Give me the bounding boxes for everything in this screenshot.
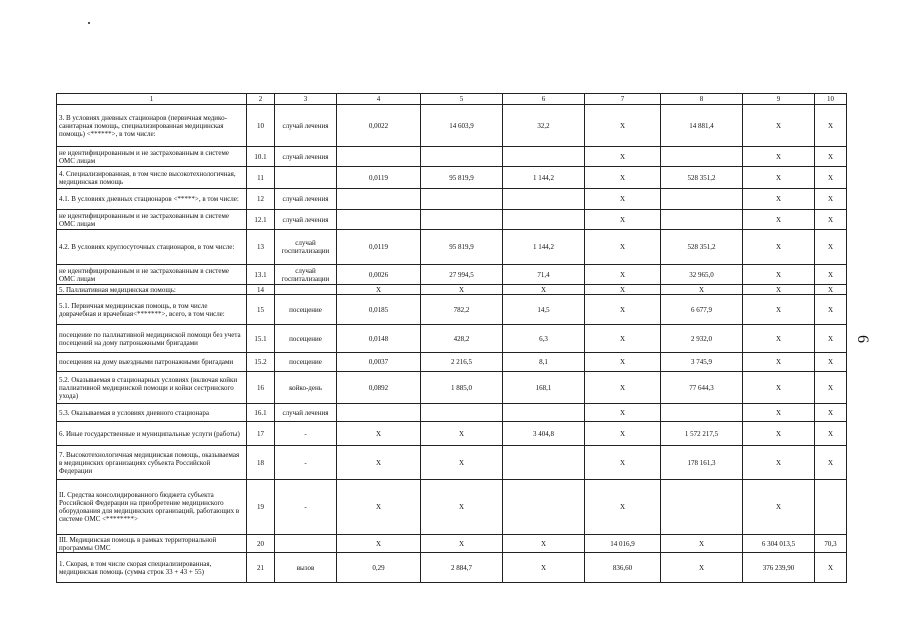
value-cell: Х (815, 285, 847, 295)
value-cell (337, 404, 421, 422)
value-cell: Х (661, 535, 743, 553)
row-label: 4. Специализированная, в том числе высокотехнологичная, медицинская помощь (57, 167, 247, 189)
value-cell: Х (337, 480, 421, 535)
value-cell (503, 480, 585, 535)
column-number: 10 (815, 94, 847, 105)
column-number: 3 (275, 94, 337, 105)
value-cell: Х (815, 147, 847, 167)
row-label: не идентифицированным и не застрахованным в системе ОМС лицам (57, 265, 247, 285)
page-number: 6 (854, 335, 871, 343)
unit-cell: случай лечения (275, 404, 337, 422)
unit-cell: случай лечения (275, 189, 337, 210)
unit-cell (275, 167, 337, 189)
value-cell: Х (585, 372, 661, 404)
table-row (57, 105, 847, 147)
table-row (57, 404, 847, 422)
value-cell: 836,60 (585, 553, 661, 583)
value-cell: 71,4 (503, 265, 585, 285)
value-cell: 0,0119 (337, 167, 421, 189)
row-label: 4.1. В условиях дневных стационаров <*****>, в том числе: (57, 189, 247, 210)
value-cell: 428,2 (421, 325, 503, 353)
row-code: 10.1 (247, 147, 275, 167)
unit-cell: - (275, 480, 337, 535)
value-cell: Х (815, 353, 847, 372)
row-code: 18 (247, 446, 275, 480)
value-cell: Х (815, 189, 847, 210)
value-cell (503, 147, 585, 167)
row-label: 6. Иные государственные и муниципальные услуги (работы) (57, 422, 247, 446)
value-cell: Х (585, 147, 661, 167)
table-row (57, 446, 847, 480)
table-row (57, 230, 847, 265)
row-label: 4.2. В условиях круглосуточных стационаров, в том числе: (57, 230, 247, 265)
value-cell: Х (743, 167, 815, 189)
value-cell: Х (743, 372, 815, 404)
value-cell (503, 446, 585, 480)
value-cell: Х (337, 535, 421, 553)
row-label: 1. Скорая, в том числе скорая специализированная, медицинская помощь (сумма строк 33 + 43 + 55) (57, 553, 247, 583)
row-code: 19 (247, 480, 275, 535)
value-cell (503, 189, 585, 210)
row-code: 13 (247, 230, 275, 265)
value-cell: 168,1 (503, 372, 585, 404)
value-cell: Х (421, 422, 503, 446)
value-cell: 782,2 (421, 295, 503, 325)
value-cell: 3 404,8 (503, 422, 585, 446)
unit-cell: койко-день (275, 372, 337, 404)
value-cell: 6,3 (503, 325, 585, 353)
table-row (57, 285, 847, 295)
value-cell: 32 965,0 (661, 265, 743, 285)
row-label: 5.2. Оказываемая в стационарных условиях (включая койки паллиативной медицинской помощи и койки сестринского ухода) (57, 372, 247, 404)
table-row (57, 265, 847, 285)
value-cell: Х (661, 285, 743, 295)
value-cell: Х (743, 422, 815, 446)
value-cell: 0,0022 (337, 105, 421, 147)
value-cell: Х (743, 210, 815, 230)
unit-cell (275, 285, 337, 295)
value-cell: 1 885,0 (421, 372, 503, 404)
value-cell (661, 189, 743, 210)
value-cell: Х (503, 535, 585, 553)
table-row (57, 422, 847, 446)
row-label: 3. В условиях дневных стационаров (первичная медико-санитарная помощь, специализированная медицинская помощь) <******>, в том числе: (57, 105, 247, 147)
column-number: 5 (421, 94, 503, 105)
column-number: 9 (743, 94, 815, 105)
row-code: 15 (247, 295, 275, 325)
value-cell (337, 189, 421, 210)
value-cell: 32,2 (503, 105, 585, 147)
value-cell: 528 351,2 (661, 167, 743, 189)
value-cell: Х (815, 422, 847, 446)
value-cell: 1 144,2 (503, 167, 585, 189)
row-code: 13.1 (247, 265, 275, 285)
table-row (57, 553, 847, 583)
value-cell: Х (743, 265, 815, 285)
value-cell: Х (743, 147, 815, 167)
row-code: 10 (247, 105, 275, 147)
value-cell: 14 881,4 (661, 105, 743, 147)
value-cell: 27 994,5 (421, 265, 503, 285)
value-cell: 14 603,9 (421, 105, 503, 147)
value-cell: Х (743, 404, 815, 422)
column-number: 6 (503, 94, 585, 105)
value-cell: Х (743, 189, 815, 210)
value-cell (421, 404, 503, 422)
value-cell: 0,0037 (337, 353, 421, 372)
value-cell: Х (585, 265, 661, 285)
row-code: 20 (247, 535, 275, 553)
value-cell: 2 216,5 (421, 353, 503, 372)
table-row (57, 147, 847, 167)
unit-cell: - (275, 446, 337, 480)
unit-cell: посещение (275, 353, 337, 372)
value-cell: Х (585, 295, 661, 325)
value-cell: 0,0026 (337, 265, 421, 285)
value-cell: Х (585, 105, 661, 147)
row-code: 17 (247, 422, 275, 446)
row-code: 14 (247, 285, 275, 295)
row-code: 16 (247, 372, 275, 404)
row-label: 5.3. Оказываемая в условиях дневного стационара (57, 404, 247, 422)
value-cell: Х (421, 480, 503, 535)
table-row (57, 535, 847, 553)
value-cell: Х (743, 285, 815, 295)
value-cell: Х (815, 230, 847, 265)
row-label: 5.1. Первичная медицинская помощь, в том числе доврачебная и врачебная<*******>, всего, в том числе: (57, 295, 247, 325)
table-row (57, 353, 847, 372)
value-cell: Х (815, 210, 847, 230)
value-cell: 70,3 (815, 535, 847, 553)
unit-cell: случай лечения (275, 147, 337, 167)
row-code: 12 (247, 189, 275, 210)
row-code: 16.1 (247, 404, 275, 422)
table-row (57, 325, 847, 353)
value-cell: 0,0119 (337, 230, 421, 265)
value-cell: 6 304 013,5 (743, 535, 815, 553)
value-cell: 528 351,2 (661, 230, 743, 265)
table-row (57, 372, 847, 404)
unit-cell: вызов (275, 553, 337, 583)
table-row (57, 480, 847, 535)
value-cell: Х (503, 285, 585, 295)
value-cell: Х (421, 535, 503, 553)
value-cell: Х (421, 446, 503, 480)
value-cell (661, 147, 743, 167)
value-cell (421, 189, 503, 210)
value-cell: Х (585, 285, 661, 295)
row-label: 5. Паллиативная медицинская помощь: (57, 285, 247, 295)
value-cell: Х (815, 105, 847, 147)
row-label: посещение по паллиативной медицинской помощи без учета посещений на дому патронажными бригадами (57, 325, 247, 353)
value-cell: Х (815, 446, 847, 480)
row-label: 7. Высокотехнологичная медицинская помощь, оказываемая в медицинских организациях субъекта Российской Федерации (57, 446, 247, 480)
column-number: 4 (337, 94, 421, 105)
table-row (57, 167, 847, 189)
row-code: 12.1 (247, 210, 275, 230)
column-number-row (57, 94, 847, 105)
row-code: 15.1 (247, 325, 275, 353)
value-cell: Х (743, 353, 815, 372)
value-cell (661, 404, 743, 422)
value-cell: Х (743, 325, 815, 353)
value-cell (421, 147, 503, 167)
value-cell: Х (337, 446, 421, 480)
value-cell (503, 404, 585, 422)
value-cell: Х (585, 189, 661, 210)
value-cell (337, 147, 421, 167)
unit-cell: случай лечения (275, 210, 337, 230)
program-cost-table (56, 93, 847, 583)
value-cell: Х (815, 325, 847, 353)
unit-cell: случай лечения (275, 105, 337, 147)
value-cell: 376 239,90 (743, 553, 815, 583)
value-cell: 6 677,9 (661, 295, 743, 325)
row-code: 21 (247, 553, 275, 583)
table-row (57, 189, 847, 210)
value-cell: 0,0892 (337, 372, 421, 404)
unit-cell: посещение (275, 295, 337, 325)
unit-cell: - (275, 422, 337, 446)
value-cell: Х (585, 167, 661, 189)
value-cell: Х (815, 404, 847, 422)
value-cell: 95 819,9 (421, 230, 503, 265)
value-cell: 0,29 (337, 553, 421, 583)
value-cell: Х (815, 372, 847, 404)
unit-cell: случай госпитализации (275, 265, 337, 285)
value-cell: 0,0185 (337, 295, 421, 325)
value-cell: Х (503, 553, 585, 583)
value-cell (337, 210, 421, 230)
value-cell: Х (743, 295, 815, 325)
value-cell: Х (661, 553, 743, 583)
table-row (57, 295, 847, 325)
value-cell: Х (743, 446, 815, 480)
value-cell: 1 572 217,5 (661, 422, 743, 446)
value-cell: 14 016,9 (585, 535, 661, 553)
value-cell: Х (421, 285, 503, 295)
value-cell: Х (815, 553, 847, 583)
value-cell: Х (585, 422, 661, 446)
value-cell: Х (585, 210, 661, 230)
value-cell: Х (585, 480, 661, 535)
value-cell: Х (815, 167, 847, 189)
value-cell: 77 644,3 (661, 372, 743, 404)
value-cell: 3 745,9 (661, 353, 743, 372)
value-cell: 178 161,3 (661, 446, 743, 480)
row-label: III. Медицинская помощь в рамках территориальной программы ОМС (57, 535, 247, 553)
value-cell (661, 210, 743, 230)
value-cell: Х (815, 265, 847, 285)
row-label: не идентифицированным и не застрахованным в системе ОМС лицам (57, 147, 247, 167)
column-number: 7 (585, 94, 661, 105)
value-cell: Х (585, 404, 661, 422)
value-cell (661, 480, 743, 535)
value-cell: Х (585, 353, 661, 372)
row-label: II. Средства консолидированного бюджета субъекта Российской Федерации на приобретение медицинского оборудования для медицинских организаций, работающих в системе ОМС <********> (57, 480, 247, 535)
table-body (57, 94, 847, 583)
row-label: не идентифицированным и не застрахованным в системе ОМС лицам (57, 210, 247, 230)
value-cell: 1 144,2 (503, 230, 585, 265)
value-cell: Х (743, 480, 815, 535)
value-cell: Х (585, 230, 661, 265)
value-cell: 95 819,9 (421, 167, 503, 189)
value-cell: 0,0148 (337, 325, 421, 353)
column-number: 1 (57, 94, 247, 105)
unit-cell: случай госпитализации (275, 230, 337, 265)
row-code: 11 (247, 167, 275, 189)
value-cell: Х (743, 105, 815, 147)
value-cell: 8,1 (503, 353, 585, 372)
value-cell: 2 884,7 (421, 553, 503, 583)
unit-cell (275, 535, 337, 553)
value-cell: Х (585, 325, 661, 353)
value-cell: Х (337, 285, 421, 295)
value-cell: 2 932,0 (661, 325, 743, 353)
column-number: 2 (247, 94, 275, 105)
value-cell: Х (743, 230, 815, 265)
scan-speck (88, 22, 90, 24)
value-cell: Х (815, 295, 847, 325)
value-cell (503, 210, 585, 230)
value-cell: 14,5 (503, 295, 585, 325)
value-cell (815, 480, 847, 535)
value-cell: Х (585, 446, 661, 480)
row-code: 15.2 (247, 353, 275, 372)
column-number: 8 (661, 94, 743, 105)
value-cell: Х (337, 422, 421, 446)
table-row (57, 210, 847, 230)
row-label: посещения на дому выездными патронажными бригадами (57, 353, 247, 372)
unit-cell: посещение (275, 325, 337, 353)
value-cell (421, 210, 503, 230)
